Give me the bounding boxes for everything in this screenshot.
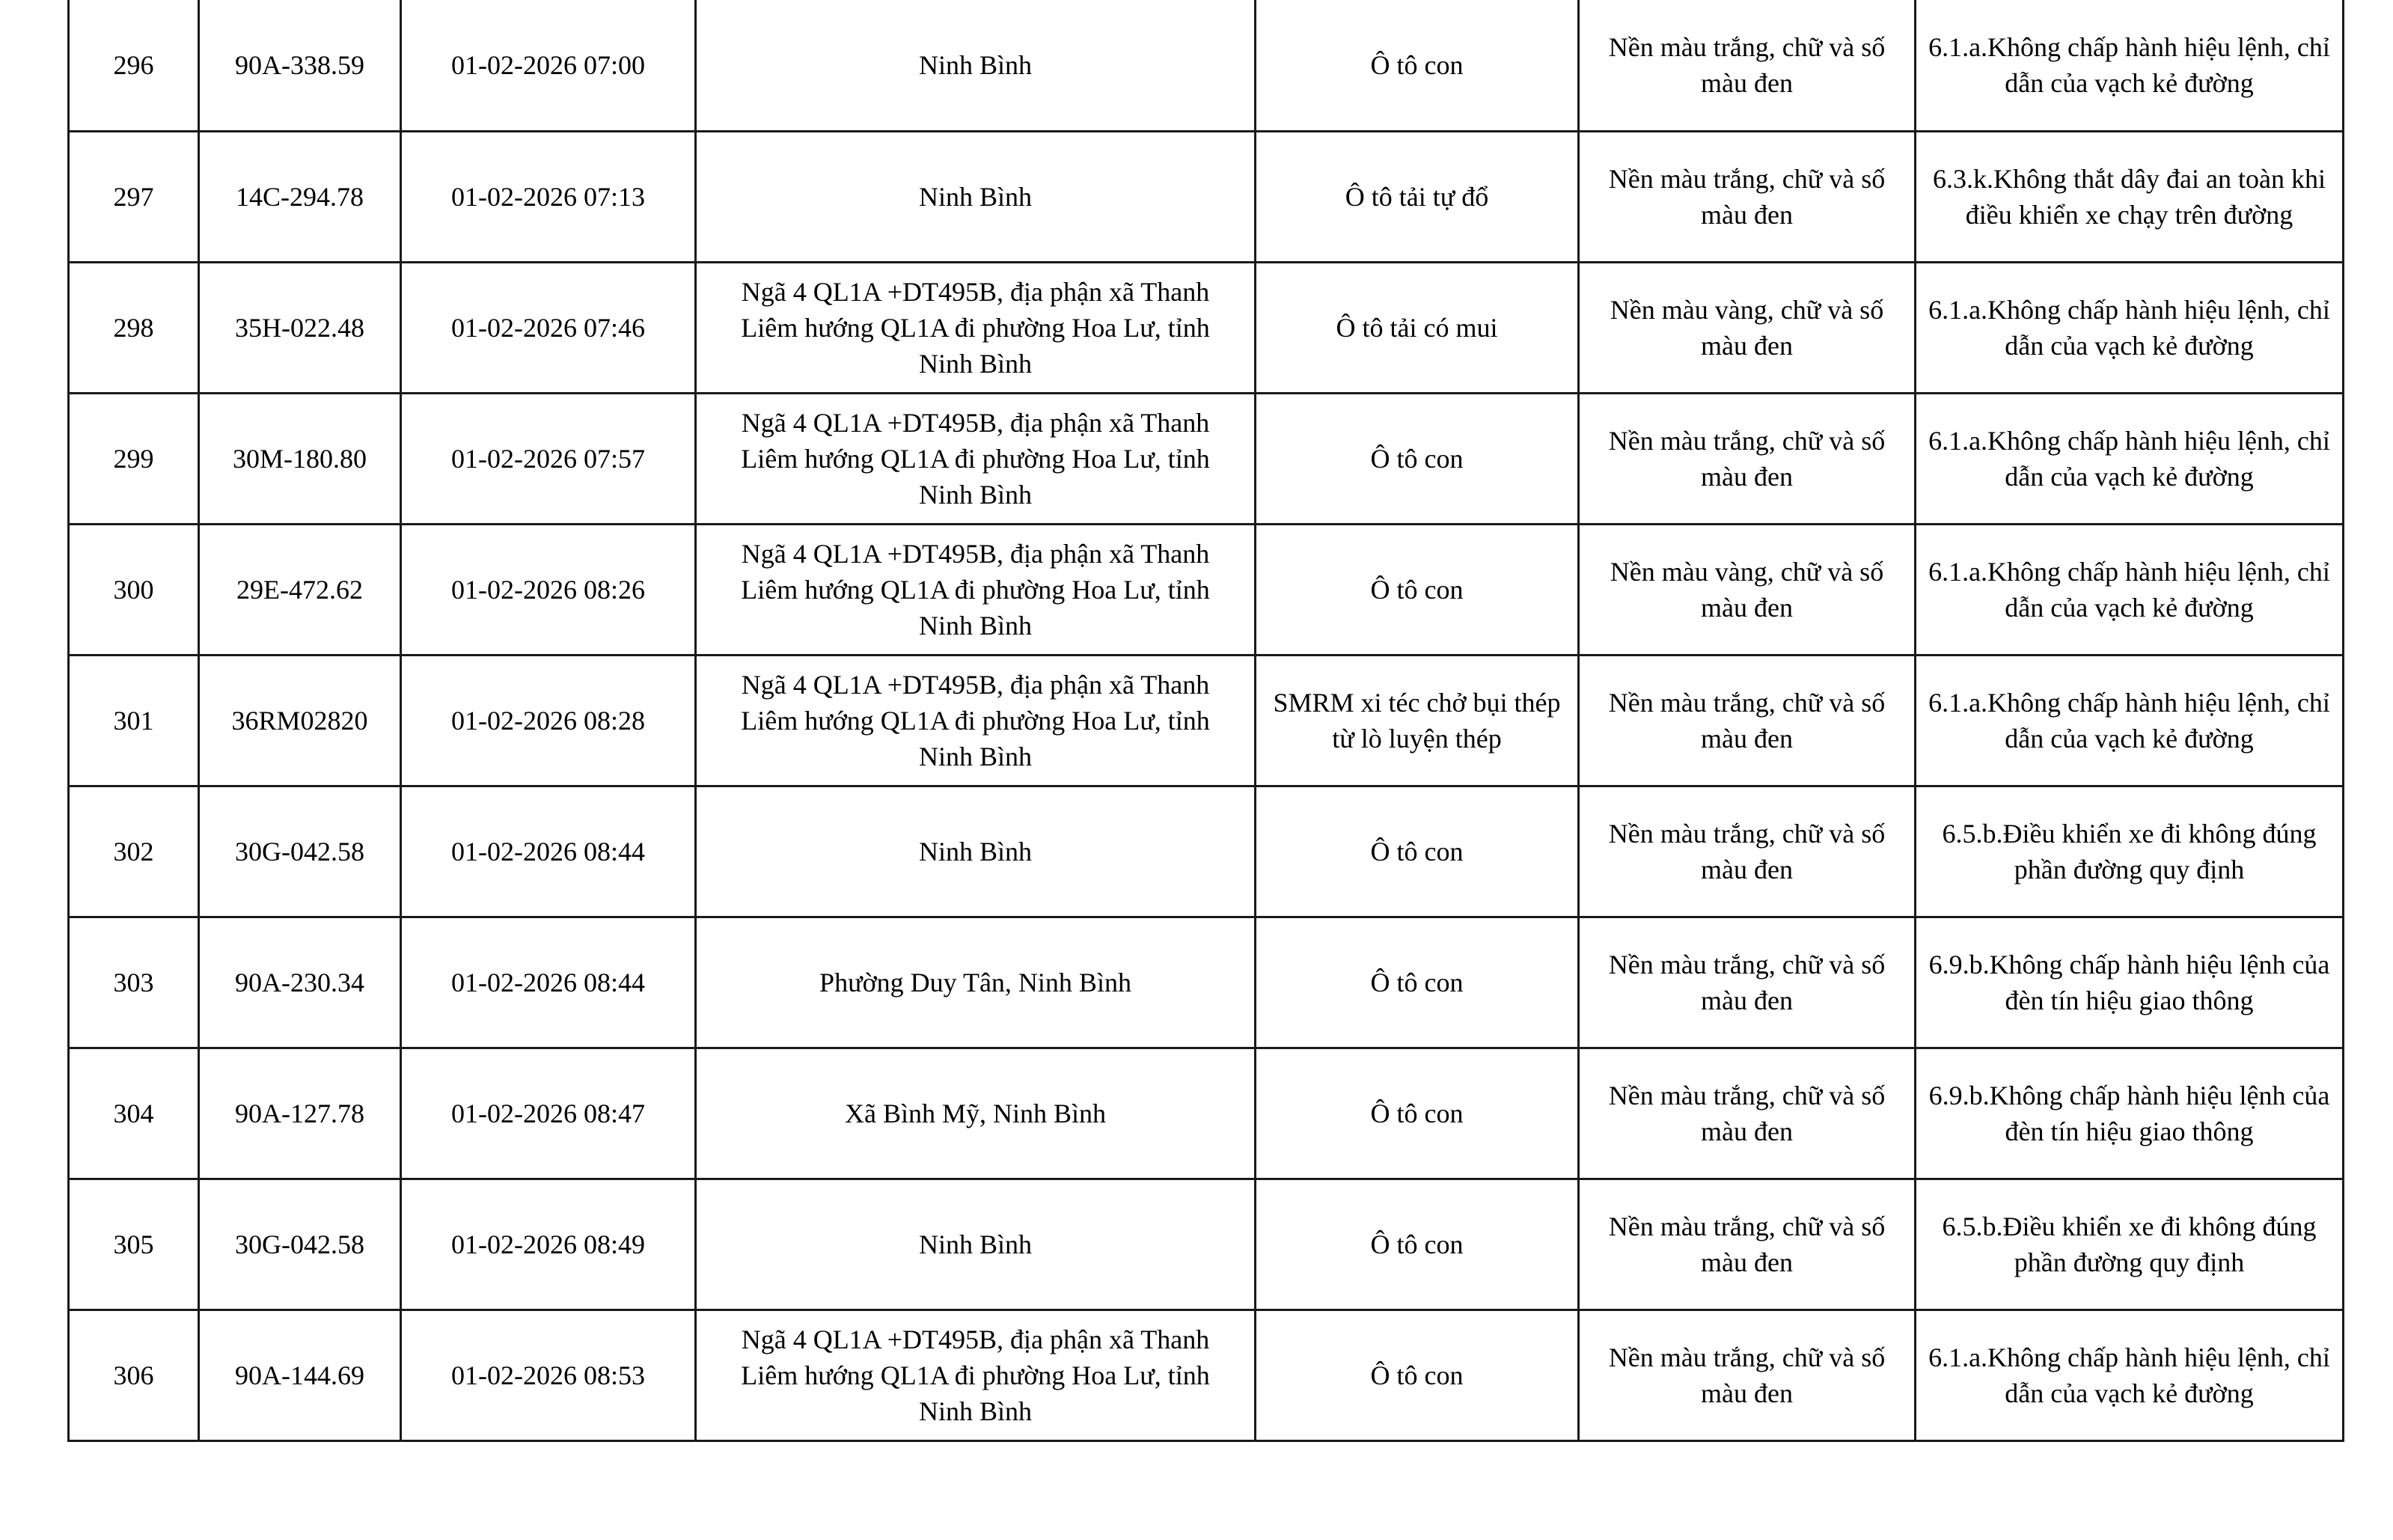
cell-stt: 296: [69, 0, 199, 131]
cell-stt: 301: [69, 655, 199, 786]
cell-violation: 6.1.a.Không chấp hành hiệu lệnh, chỉ dẫn của vạch kẻ đường: [1916, 655, 2344, 786]
cell-vehicle-type: Ô tô con: [1256, 0, 1579, 131]
cell-time: 01-02-2026 08:49: [401, 1179, 696, 1310]
table-row: [69, 1048, 2344, 1179]
cell-violation: 6.1.a.Không chấp hành hiệu lệnh, chỉ dẫn của vạch kẻ đường: [1916, 393, 2344, 524]
cell-time: 01-02-2026 07:46: [401, 262, 696, 393]
cell-location: Ngã 4 QL1A +DT495B, địa phận xã Thanh Liêm hướng QL1A đi phường Hoa Lư, tỉnh Ninh Bình: [696, 1310, 1256, 1440]
cell-plate-color: Nền màu vàng, chữ và số màu đen: [1579, 524, 1916, 655]
cell-plate-color: Nền màu trắng, chữ và số màu đen: [1579, 393, 1916, 524]
table-row: [69, 786, 2344, 917]
cell-plate: 30G-042.58: [199, 1179, 401, 1310]
cell-plate-color: Nền màu trắng, chữ và số màu đen: [1579, 655, 1916, 786]
cell-violation: 6.9.b.Không chấp hành hiệu lệnh của đèn tín hiệu giao thông: [1916, 1048, 2344, 1179]
cell-location: Ninh Bình: [696, 786, 1256, 917]
cell-time: 01-02-2026 08:53: [401, 1310, 696, 1440]
table-row: [69, 0, 2344, 131]
table-row: [69, 524, 2344, 655]
cell-plate: 29E-472.62: [199, 524, 401, 655]
cell-time: 01-02-2026 07:00: [401, 0, 696, 131]
table-row: [69, 655, 2344, 786]
cell-plate-color: Nền màu trắng, chữ và số màu đen: [1579, 0, 1916, 131]
cell-location: Ngã 4 QL1A +DT495B, địa phận xã Thanh Liêm hướng QL1A đi phường Hoa Lư, tỉnh Ninh Bình: [696, 393, 1256, 524]
cell-location: Ninh Bình: [696, 131, 1256, 262]
cell-location: Xã Bình Mỹ, Ninh Bình: [696, 1048, 1256, 1179]
cell-location: Ngã 4 QL1A +DT495B, địa phận xã Thanh Liêm hướng QL1A đi phường Hoa Lư, tỉnh Ninh Bình: [696, 262, 1256, 393]
violations-table-body: [69, 0, 2344, 1440]
cell-time: 01-02-2026 08:28: [401, 655, 696, 786]
cell-vehicle-type: Ô tô tải có mui: [1256, 262, 1579, 393]
cell-vehicle-type: Ô tô tải tự đổ: [1256, 131, 1579, 262]
cell-stt: 299: [69, 393, 199, 524]
cell-location: Ngã 4 QL1A +DT495B, địa phận xã Thanh Liêm hướng QL1A đi phường Hoa Lư, tỉnh Ninh Bình: [696, 655, 1256, 786]
cell-location: Ngã 4 QL1A +DT495B, địa phận xã Thanh Liêm hướng QL1A đi phường Hoa Lư, tỉnh Ninh Bình: [696, 524, 1256, 655]
cell-violation: 6.5.b.Điều khiển xe đi không đúng phần đường quy định: [1916, 1179, 2344, 1310]
cell-time: 01-02-2026 08:26: [401, 524, 696, 655]
cell-stt: 303: [69, 917, 199, 1048]
table-row: [69, 917, 2344, 1048]
table-row: [69, 1179, 2344, 1310]
cell-plate-color: Nền màu vàng, chữ và số màu đen: [1579, 262, 1916, 393]
cell-vehicle-type: Ô tô con: [1256, 786, 1579, 917]
cell-plate-color: Nền màu trắng, chữ và số màu đen: [1579, 1179, 1916, 1310]
cell-time: 01-02-2026 07:57: [401, 393, 696, 524]
cell-stt: 298: [69, 262, 199, 393]
cell-plate: 90A-230.34: [199, 917, 401, 1048]
cell-plate: 14C-294.78: [199, 131, 401, 262]
cell-violation: 6.1.a.Không chấp hành hiệu lệnh, chỉ dẫn của vạch kẻ đường: [1916, 1310, 2344, 1440]
cell-plate: 30G-042.58: [199, 786, 401, 917]
cell-violation: 6.9.b.Không chấp hành hiệu lệnh của đèn tín hiệu giao thông: [1916, 917, 2344, 1048]
cell-vehicle-type: Ô tô con: [1256, 1048, 1579, 1179]
cell-vehicle-type: Ô tô con: [1256, 917, 1579, 1048]
cell-plate: 90A-127.78: [199, 1048, 401, 1179]
cell-vehicle-type: SMRM xi téc chở bụi thép từ lò luyện thép: [1256, 655, 1579, 786]
cell-plate-color: Nền màu trắng, chữ và số màu đen: [1579, 917, 1916, 1048]
table-row: [69, 393, 2344, 524]
cell-violation: 6.5.b.Điều khiển xe đi không đúng phần đường quy định: [1916, 786, 2344, 917]
cell-stt: 306: [69, 1310, 199, 1440]
cell-stt: 304: [69, 1048, 199, 1179]
cell-plate: 36RM02820: [199, 655, 401, 786]
cell-location: Ninh Bình: [696, 1179, 1256, 1310]
violations-table: [67, 0, 2344, 1442]
cell-plate-color: Nền màu trắng, chữ và số màu đen: [1579, 131, 1916, 262]
cell-time: 01-02-2026 08:47: [401, 1048, 696, 1179]
cell-stt: 305: [69, 1179, 199, 1310]
cell-plate: 90A-144.69: [199, 1310, 401, 1440]
cell-plate: 35H-022.48: [199, 262, 401, 393]
cell-vehicle-type: Ô tô con: [1256, 1310, 1579, 1440]
cell-stt: 302: [69, 786, 199, 917]
cell-plate-color: Nền màu trắng, chữ và số màu đen: [1579, 1310, 1916, 1440]
cell-plate-color: Nền màu trắng, chữ và số màu đen: [1579, 1048, 1916, 1179]
table-row: [69, 262, 2344, 393]
table-row: [69, 1310, 2344, 1440]
document-page: [67, 0, 2342, 1442]
cell-location: Phường Duy Tân, Ninh Bình: [696, 917, 1256, 1048]
cell-plate: 30M-180.80: [199, 393, 401, 524]
cell-stt: 297: [69, 131, 199, 262]
cell-violation: 6.3.k.Không thắt dây đai an toàn khi điều khiển xe chạy trên đường: [1916, 131, 2344, 262]
cell-time: 01-02-2026 08:44: [401, 786, 696, 917]
cell-time: 01-02-2026 08:44: [401, 917, 696, 1048]
cell-violation: 6.1.a.Không chấp hành hiệu lệnh, chỉ dẫn của vạch kẻ đường: [1916, 524, 2344, 655]
cell-vehicle-type: Ô tô con: [1256, 1179, 1579, 1310]
table-row: [69, 131, 2344, 262]
cell-location: Ninh Bình: [696, 0, 1256, 131]
cell-time: 01-02-2026 07:13: [401, 131, 696, 262]
cell-stt: 300: [69, 524, 199, 655]
cell-violation: 6.1.a.Không chấp hành hiệu lệnh, chỉ dẫn của vạch kẻ đường: [1916, 262, 2344, 393]
cell-plate-color: Nền màu trắng, chữ và số màu đen: [1579, 786, 1916, 917]
cell-violation: 6.1.a.Không chấp hành hiệu lệnh, chỉ dẫn của vạch kẻ đường: [1916, 0, 2344, 131]
cell-vehicle-type: Ô tô con: [1256, 524, 1579, 655]
cell-plate: 90A-338.59: [199, 0, 401, 131]
cell-vehicle-type: Ô tô con: [1256, 393, 1579, 524]
